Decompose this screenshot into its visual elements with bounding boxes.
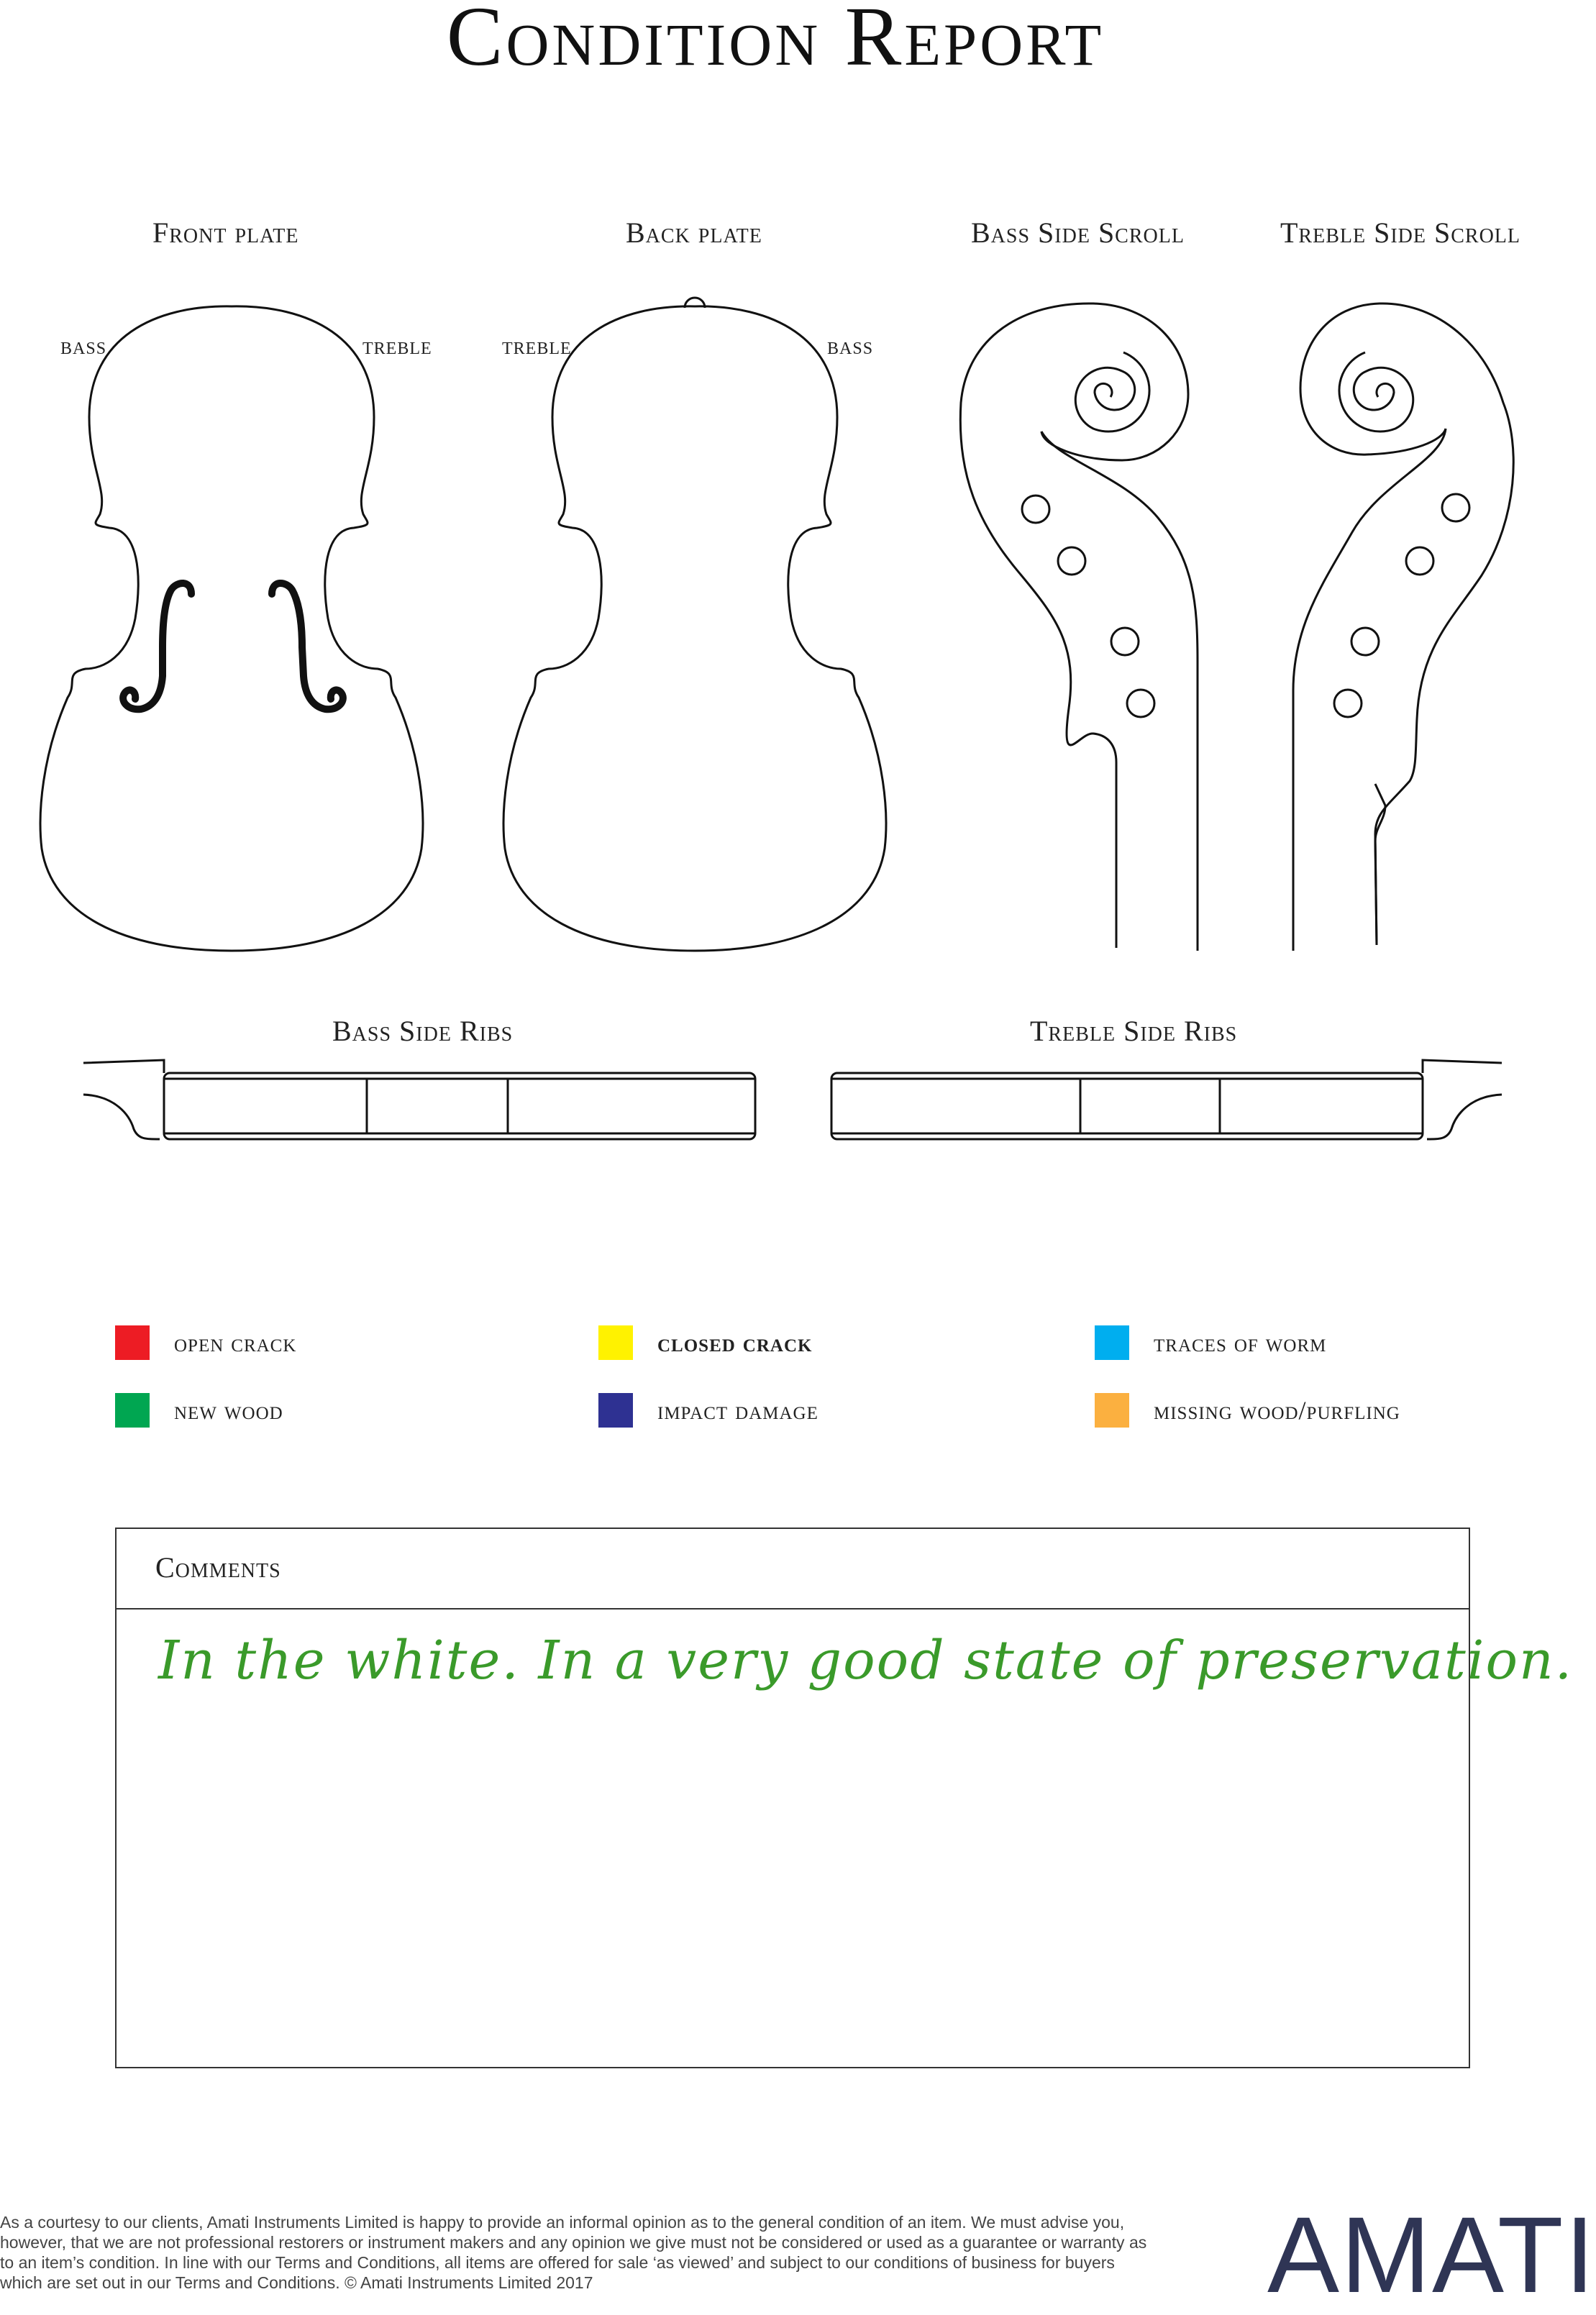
legend-item-impact-damage: impact damage (598, 1392, 818, 1428)
legend-swatch (598, 1325, 633, 1360)
handwritten-comment: In the white. In a very good state of preservation. (158, 1630, 1574, 1691)
page-title: Condition Report (446, 0, 1105, 83)
amati-logo: AMATI (1267, 2194, 1596, 2315)
legend-swatch (598, 1393, 633, 1428)
legend-item-closed-crack: closed crack (598, 1325, 812, 1361)
comments-box (115, 1528, 1574, 2068)
bass-side-scroll-label: Bass Side Scroll (971, 216, 1185, 249)
comments-label: Comments (155, 1551, 281, 1584)
comments-header (117, 1529, 1469, 1609)
front-plate-treble-label: TREBLE (362, 339, 432, 358)
legend-item-open-crack: open crack (115, 1325, 296, 1361)
back-plate-bass-label: BASS (827, 339, 874, 358)
front-plate-bass-label: BASS (60, 339, 107, 358)
instrument-diagrams (0, 0, 1551, 1165)
bass-side-scroll-outline (960, 303, 1198, 951)
disclaimer-text: As a courtesy to our clients, Amati Instruments Limited is happy to provide an informal opinion as to the general condition of an item. We must advise you, however, that we are not professional restorers or instrument makers and any opinion we give must not be considered or used as a guarantee or warranty as to an item’s condition. In line with our Terms and Conditions, all items are offered for sale ‘as viewed’ and subject to our conditions of business for buyers which are set out in our Terms and Conditions. © Amati Instruments Limited 2017 (0, 2213, 1147, 2292)
front-plate-outline (40, 306, 423, 951)
front-plate-label: Front plate (152, 216, 299, 249)
legend-item-new-wood: new wood (115, 1392, 283, 1428)
back-plate-treble-label: TREBLE (502, 339, 572, 358)
legend-item-missing-wood-purfling: missing wood/purfling (1095, 1392, 1400, 1428)
legend-swatch (115, 1325, 150, 1360)
legend-swatch (1095, 1393, 1129, 1428)
f-holes (123, 583, 343, 709)
treble-side-ribs-label: Treble Side Ribs (1030, 1015, 1238, 1047)
legend-item-traces-of-worm: traces of worm (1095, 1325, 1326, 1361)
legend-swatch (1095, 1325, 1129, 1360)
treble-side-scroll-outline (1293, 303, 1513, 951)
treble-side-scroll-label: Treble Side Scroll (1280, 216, 1521, 249)
legend-swatch (115, 1393, 150, 1428)
back-plate-outline (503, 298, 886, 951)
treble-side-ribs-outline (831, 1060, 1502, 1139)
bass-side-ribs-outline (83, 1060, 755, 1139)
bass-side-ribs-label: Bass Side Ribs (332, 1015, 514, 1047)
back-plate-label: Back plate (626, 216, 762, 249)
